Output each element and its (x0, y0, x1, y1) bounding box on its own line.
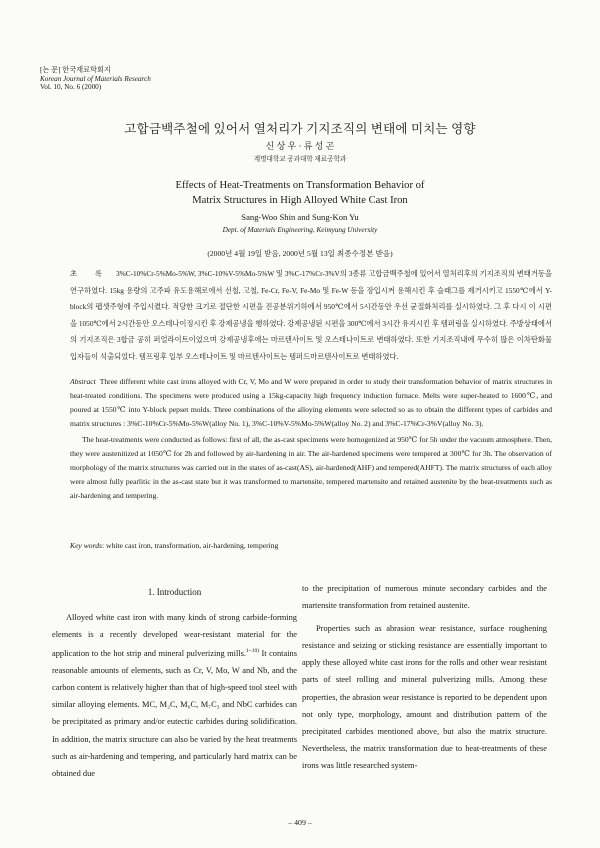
keywords-text: : white cast iron, transformation, air-hardening, tempering (102, 541, 279, 550)
journal-name-en: Korean Journal of Materials Research (40, 74, 151, 83)
journal-volume: Vol. 10, No. 6 (2000) (40, 83, 102, 92)
keywords (70, 541, 552, 550)
intro-paragraph-1 (52, 609, 297, 782)
title-korean: 고합금백주철에 있어서 열처리가 기지조직의 변태에 미치는 영향 (124, 122, 476, 136)
keywords-label: Key words (70, 541, 102, 550)
body-column-right (302, 580, 547, 774)
abstract-english-paragraph-1 (70, 375, 552, 431)
abstract-english (70, 375, 552, 503)
abstract-english-paragraph-2: The heat-treatments were conducted as follows: first of all, the as-cast specimens were homogenized at 950℃ for 5h under the vacuum atmosphere. Then, they were austenitized at 1050℃ for 2h and followed by air-hardening in air. The air-hardened specimens were tempered at 300℃ for 3h. The observation of morphology of the matrix structures was carried out in the states of as-cast(AS), air-hardened(AHF) and tempered(AHFT). The matrix structures of each alloy were almost fully pearlitic in the as-cast state but it was transformed to martensite, tempered martensite and retained austenite by the heat-treatments such as air-hardening and tempering. (70, 435, 552, 500)
intro-text-b: It contains reasonable amounts of elements, such as Cr, V, Mo, W and Nb, and the carbon content is relatively higher than that of high-speed tool steel with similar alloying elements. MC, M₂C, M₆C, M₇C₃ and NbC carbides can be precipitated as primary and/or eutectic carbides during solidification. In addition, the matrix structure can also be varied by the heat treatments such as air-hardening and tempering, and particularly hard matrix can be obtained due (52, 649, 297, 778)
intro-paragraph-1-cont: to the precipitation of numerous minute secondary carbides and the martensite transformation from retained austenite. (302, 584, 547, 611)
received-dates: (2000년 4월 19일 받음, 2000년 5월 13일 최종수정본 받음) (207, 249, 393, 258)
authors-english: Sang-Woo Shin and Sung-Kon Yu (241, 212, 359, 222)
abstract-korean-text: 3%C-10%Cr-5%Mo-5%W, 3%C-10%V-5%Mo-5%W 및 3%C-17%Cr-3%V의 3종류 고합금백주철에 있어서 열처리후의 기지조직의 변태거동을 연구하였다. 15kg 용량의 고주파 유도용해로에서 선철, 고철, Fe-Cr, Fe-V, Fe-Mo 및 Fe-W 등을 장입시켜 용해시킨 후 슬래그를 제거시키고 1550℃에서 Y-block의 펩셋주형에 주입시켰다. 적당한 크기로 절단한 시편을 진공분위기하에서 950℃에서 5시간동안 우선 균질화처리를 실시하였다. 그 후 다시 이 시편을 1050℃에서 2시간동안 오스테나이징시킨 후 강제공냉을 행하였다. 강제공냉된 시편을 300℃에서 3시간 유지시킨 후 템퍼링을 실시하였다. 주방상태에서의 기지조직은 3합금 공히 퍼얼라이트이었으며 강제공냉후에는 마르텐사이트 및 오스테나이트로 변태하였다. 또한 기지조직내에 무수히 많은 이차탄화물 입자들이 석출되었다. 템프링후 일부 오스테나이트 및 마르텐사이트는 템퍼드마르텐사이트로 변태하였다. (70, 269, 553, 361)
affiliation-english: Dept. of Materials Engineering, Keimyung University (222, 226, 378, 234)
abstract-english-label: Abstract (70, 377, 96, 386)
page-number: – 409 – (288, 818, 312, 827)
journal-category: [논 문] 한국재료학회지 (40, 66, 111, 74)
title-english-line1: Effects of Heat-Treatments on Transformation Behavior of (175, 180, 425, 191)
intro-paragraph-2: Properties such as abrasion wear resistance, surface roughening resistance and seizing or sticking resistance are essentially important to apply these alloyed white cast irons for the rolls and other wear resistant parts of steel rolling and mineral pulverizing mills. Among these properties, the abrasion wear resistance is reported to be dependent upon not only type, morphology, amount and distribution pattern of the precipitated carbides mentioned above, but also the matrix structure. Nevertheless, the matrix transformation due to heat-treatments of these irons was little researched system- (302, 624, 547, 770)
abstract-korean (70, 266, 552, 366)
abstract-korean-label: 초 록 (70, 269, 110, 278)
journal-header (40, 66, 151, 92)
affiliation-korean: 계명대학교 공과대학 재료공학과 (253, 156, 347, 163)
section-heading-introduction: 1. Introduction (147, 587, 202, 597)
body-column-left (52, 580, 297, 782)
title-english-line2: Matrix Structures in High Alloyed White Cast Iron (192, 195, 408, 206)
citation-ref: 1~10) (245, 648, 260, 655)
title-english (0, 178, 600, 208)
abstract-english-text-1: Three different white cast irons alloyed with Cr, V, Mo and W were prepared in order to study their transformation behavior of matrix structures in heat-treated conditions. The specimens were produced using a 15kg-capacity high frequency induction furnace. Melts were super-heated to 1600℃, and poured at 1550℃ into Y-block pepset molds. Three combinations of the alloying elements were selected so as to obtain the different types of carbides and matrix structures : 3%C-10%Cr-5%Mo-5%W(alloy No. 1), 3%C-10%V-5%Mo-5%W(alloy No. 2) and 3%C-17%Cr-3%V(alloy No. 3). (70, 377, 552, 428)
intro-text-a: Alloyed white cast iron with many kinds of strong carbide-forming elements is a recently developed wear-resistant material for the application to the hot strip and mineral pulverizing mills. (52, 613, 297, 659)
authors-korean: 신 상 우 · 류 성 곤 (265, 141, 335, 151)
